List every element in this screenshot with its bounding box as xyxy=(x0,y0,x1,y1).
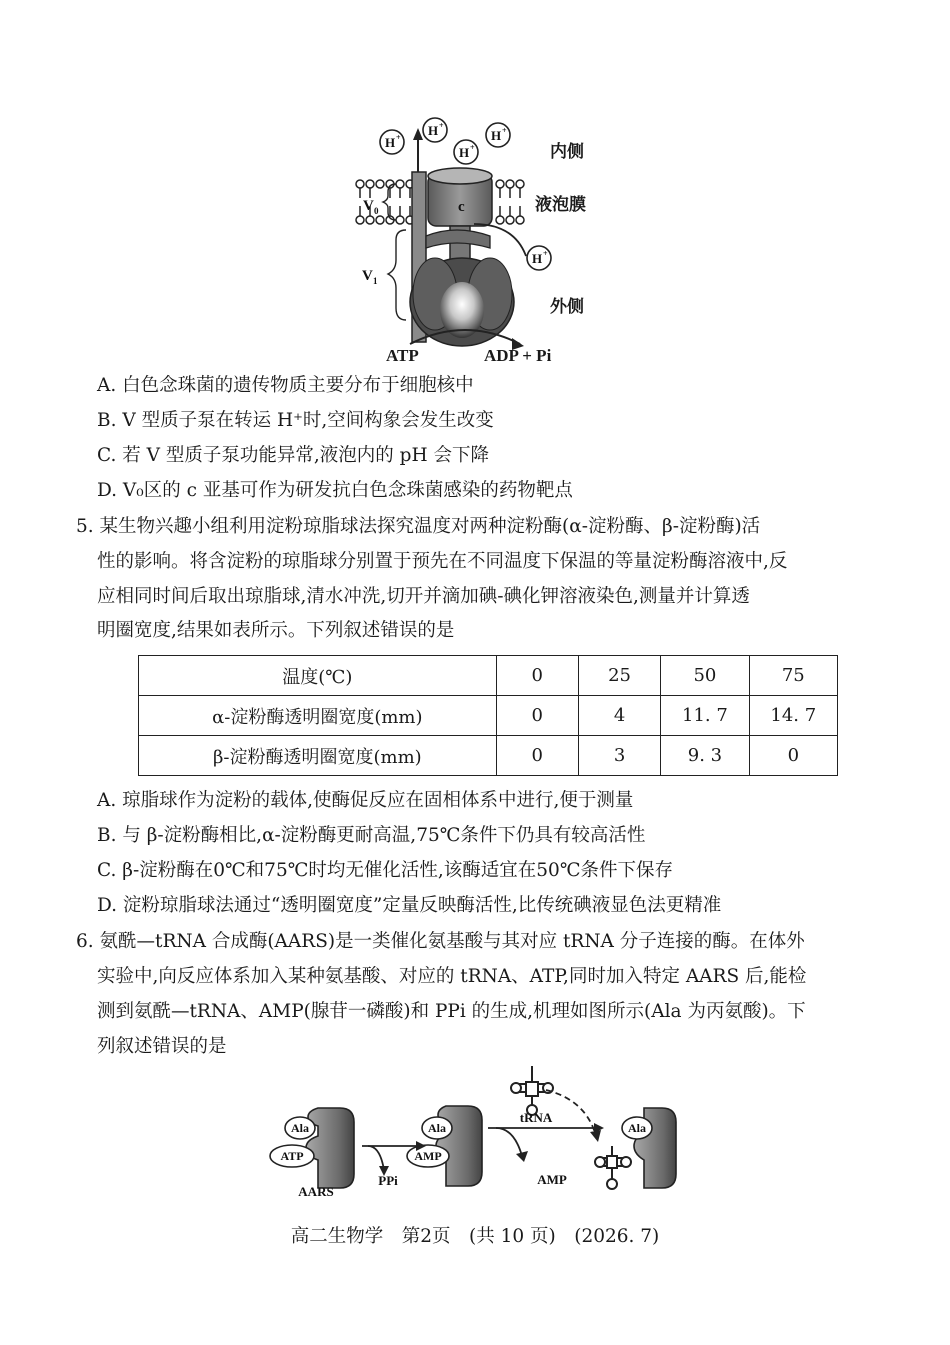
table-header-row xyxy=(139,656,838,696)
svg-text:+: + xyxy=(396,133,401,142)
label-vacuole-membrane: 液泡膜 xyxy=(535,195,586,215)
trna-label: tRNA xyxy=(519,1110,553,1125)
table-row xyxy=(139,736,838,776)
label-inner-side: 内侧 xyxy=(550,142,584,162)
table-cell: 11. 7 xyxy=(661,696,749,736)
table-row xyxy=(139,696,838,736)
table-cell: 14. 7 xyxy=(749,696,837,736)
figure-aars-mechanism xyxy=(260,1060,700,1210)
svg-text:+: + xyxy=(470,143,475,152)
q5-data-table xyxy=(138,655,838,776)
table-cell: 25 xyxy=(578,656,660,696)
trna-icon xyxy=(595,1146,631,1189)
table-cell: 0 xyxy=(749,736,837,776)
q6-stem-line: 列叙述错误的是 xyxy=(97,1036,227,1057)
ala-label: Ala xyxy=(291,1121,309,1135)
table-cell: β-淀粉酶透明圈宽度(mm) xyxy=(139,736,497,776)
table-cell: 75 xyxy=(749,656,837,696)
svg-text:+: + xyxy=(439,121,444,130)
label-outer-side: 外侧 xyxy=(550,297,584,317)
table-cell: 50 xyxy=(661,656,749,696)
amp-out-label: AMP xyxy=(537,1172,567,1187)
q5-option-a: A. 琼脂球作为淀粉的载体,使酶促反应在固相体系中进行,便于测量 xyxy=(97,790,634,811)
svg-text:+: + xyxy=(543,249,548,258)
h-ion-label: H xyxy=(384,135,396,150)
q5-stem-line: 性的影响。将含淀粉的琼脂球分别置于预先在不同温度下保温的等量淀粉酶溶液中,反 xyxy=(97,551,788,572)
q6-stem-line: 6. 氨酰—tRNA 合成酶(AARS)是一类催化氨基酸与其对应 tRNA 分子连接的酶。在体外 xyxy=(76,931,805,952)
label-atp: ATP xyxy=(386,346,419,365)
svg-text:1: 1 xyxy=(373,276,378,286)
q4-option-a: A. 白色念珠菌的遗传物质主要分布于细胞核中 xyxy=(97,375,474,396)
v0-label: V xyxy=(363,198,374,214)
enzyme-aars xyxy=(306,1108,354,1188)
q6-stem-line: 实验中,向反应体系加入某种氨基酸、对应的 tRNA、ATP,同时加入特定 AARS 后,能检 xyxy=(97,966,807,987)
atp-label: ATP xyxy=(280,1149,304,1163)
subunit-c-label: c xyxy=(458,199,465,215)
aars-label: AARS xyxy=(298,1184,334,1199)
q4-option-b: B. V 型质子泵在转运 H⁺时,空间构象会发生改变 xyxy=(97,410,494,431)
page-footer: 高二生物学 第2页 (共 10 页) (2026. 7) xyxy=(290,1226,660,1247)
h-ion-label: H xyxy=(458,145,470,160)
table-cell: α-淀粉酶透明圈宽度(mm) xyxy=(139,696,497,736)
table-cell: 温度(℃) xyxy=(139,656,497,696)
ppi-label: PPi xyxy=(378,1173,398,1188)
table-cell: 9. 3 xyxy=(661,736,749,776)
table-cell: 3 xyxy=(578,736,660,776)
label-adp-pi: ADP + Pi xyxy=(484,346,552,365)
q4-option-c: C. 若 V 型质子泵功能异常,液泡内的 pH 会下降 xyxy=(97,445,489,466)
h-ion-label: H xyxy=(531,251,543,266)
q5-option-d: D. 淀粉琼脂球法通过“透明圈宽度”定量反映酶活性,比传统碘液显色法更精准 xyxy=(97,895,722,916)
table-cell: 4 xyxy=(578,696,660,736)
ala-label: Ala xyxy=(628,1121,646,1135)
amp-label: AMP xyxy=(414,1149,442,1163)
table-cell: 0 xyxy=(496,656,578,696)
svg-text:0: 0 xyxy=(374,206,379,216)
h-ion-label: H xyxy=(427,123,439,138)
q4-option-d: D. V₀区的 c 亚基可作为研发抗白色念珠菌感染的药物靶点 xyxy=(97,480,573,501)
v1-label: V xyxy=(362,268,373,284)
ala-label: Ala xyxy=(428,1121,446,1135)
svg-text:+: + xyxy=(502,126,507,135)
q5-stem-line: 5. 某生物兴趣小组利用淀粉琼脂球法探究温度对两种淀粉酶(α-淀粉酶、β-淀粉酶)活 xyxy=(76,516,761,537)
h-ion-label: H xyxy=(490,128,502,143)
table-cell: 0 xyxy=(496,736,578,776)
q5-stem-line: 应相同时间后取出琼脂球,清水冲洗,切开并滴加碘-碘化钾溶液染色,测量并计算透 xyxy=(97,586,750,607)
table-cell: 0 xyxy=(496,696,578,736)
q6-stem-line: 测到氨酰—tRNA、AMP(腺苷一磷酸)和 PPi 的生成,机理如图所示(Ala 为丙氨酸)。下 xyxy=(97,1001,806,1022)
q5-stem-line: 明圈宽度,结果如表所示。下列叙述错误的是 xyxy=(97,620,455,641)
q5-option-b: B. 与 β-淀粉酶相比,α-淀粉酶更耐高温,75℃条件下仍具有较高活性 xyxy=(97,825,646,846)
q5-option-c: C. β-淀粉酶在0℃和75℃时均无催化活性,该酶适宜在50℃条件下保存 xyxy=(97,860,674,881)
